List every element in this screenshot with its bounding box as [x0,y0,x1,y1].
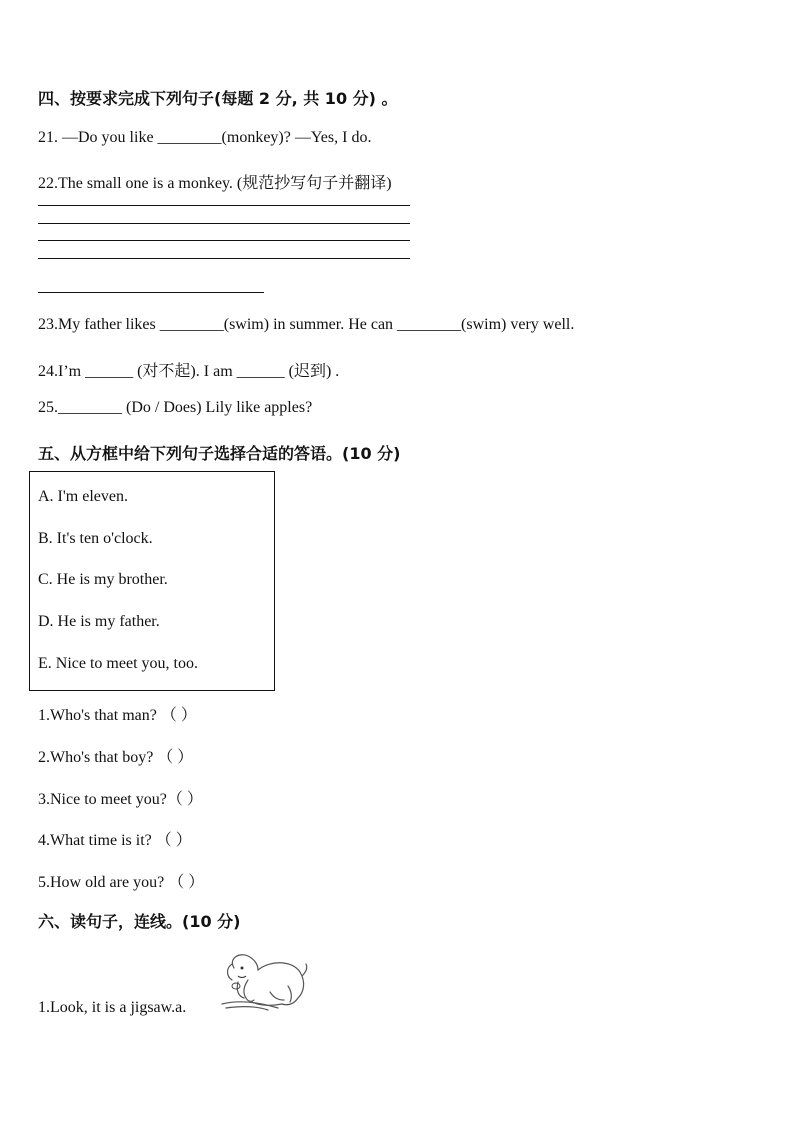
translation-line [38,292,264,293]
section4-title: 四、按要求完成下列句子(每题 2 分, 共 10 分) 。 [38,89,398,108]
question-22: 22.The small one is a monkey. (规范抄写句子并翻译) [38,175,392,192]
dog-illustration [218,950,310,1012]
answer-line-4 [38,258,410,259]
question-21: 21. —Do you like ________(monkey)? —Yes, I do. [38,129,372,146]
option-b: B. It's ten o'clock. [38,530,153,547]
question-23: 23.My father likes ________(swim) in summer. He can ________(swim) very well. [38,316,575,333]
question-24: 24.I’m ______ (对不起). I am ______ (迟到) . [38,363,340,380]
option-c: C. He is my brother. [38,571,168,588]
section6-title: 六、读句子，连线。(10 分) [38,912,241,931]
match-question-3: 3.Nice to meet you?（ ） [38,791,203,808]
answer-line-3 [38,240,410,241]
question-25: 25.________ (Do / Does) Lily like apples? [38,399,313,416]
answer-line-2 [38,223,410,224]
sentence-1: 1.Look, it is a jigsaw.a. [38,999,187,1016]
section5-title: 五、从方框中给下列句子选择合适的答语。(10 分) [38,444,401,463]
answer-line-1 [38,205,410,206]
match-question-4: 4.What time is it? （ ） [38,832,192,849]
match-question-5: 5.How old are you? （ ） [38,874,205,891]
option-a: A. I'm eleven. [38,488,128,505]
match-question-2: 2.Who's that boy? （ ） [38,749,194,766]
match-question-1: 1.Who's that man? （ ） [38,707,197,724]
option-e: E. Nice to meet you, too. [38,655,198,672]
option-d: D. He is my father. [38,613,160,630]
